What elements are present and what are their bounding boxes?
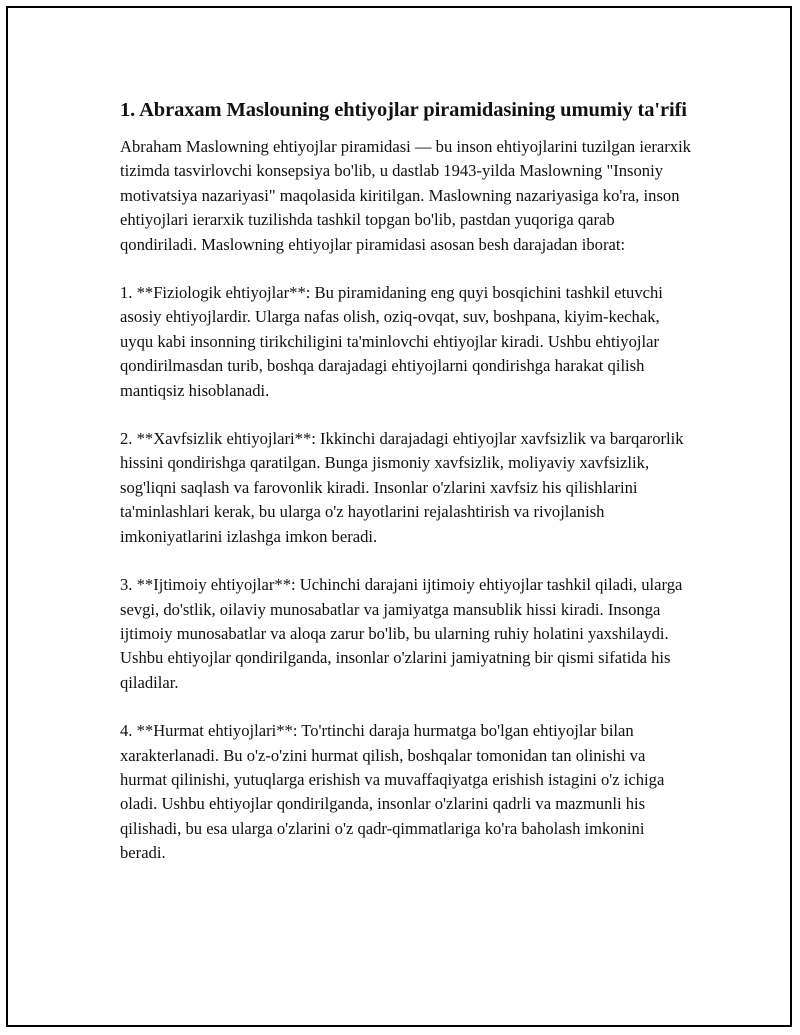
safety-needs-paragraph: 2. **Xavfsizlik ehtiyojlari**: Ikkinchi darajadagi ehtiyojlar xavfsizlik va barqarorlik hissini qondirishga qaratilgan. Bunga jismoniy xavfsizlik, moliyaviy xavfsizlik, sog'liqni saqlash va farovonlik kiradi. Insonlar o'zlarini xavfsiz his qilishlarini ta'minlashlari kerak, bu ularga o'z hayotlarini rejalashtirish va rivojlanish imkoniyatlarini izlashga imkon beradi.: [120, 429, 684, 546]
esteem-needs-paragraph: 4. **Hurmat ehtiyojlari**: To'rtinchi daraja hurmatga bo'lgan ehtiyojlar bilan xarakterlanadi. Bu o'z-o'zini hurmat qilish, boshqalar tomonidan tan olinishi va hurmat qilinishi, yutuqlarga erishish va muvaffaqiyatga erishish istagini o'z ichiga oladi. Ushbu ehtiyojlar qondirilganda, insonlar o'zlarini qadrli va mazmunli his qilishadi, bu esa ularga o'zlarini o'z qadr-qimmatlariga ko'ra baholash imkonini beradi.: [120, 721, 665, 863]
physiological-needs-paragraph: 1. **Fiziologik ehtiyojlar**: Bu piramidaning eng quyi bosqichini tashkil etuvchi asosiy ehtiyojlardir. Ularga nafas olish, oziq-ovqat, suv, boshpana, kiyim-kechak, uyqu kabi insonning tirikchiligini ta'minlovchi ehtiyojlar kiradi. Ushbu ehtiyojlar qondirilmasdan turib, boshqa darajadagi ehtiyojlarni qondirishga harakat qilish mantiqsiz hisoblanadi.: [120, 283, 663, 400]
social-needs-paragraph: 3. **Ijtimoiy ehtiyojlar**: Uchinchi darajani ijtimoiy ehtiyojlar tashkil qiladi, ularga sevgi, do'stlik, oilaviy munosabatlar va jamiyatga mansublik hissi kiradi. Insonga ijtimoiy munosabatlar va aloqa zarur bo'lib, bu ularning ruhiy holatini yaxshilaydi. Ushbu ehtiyojlar qondirilganda, insonlar o'zlarini jamiyatning bir qismi sifatida his qiladilar.: [120, 575, 683, 692]
document-page: [6, 6, 792, 1027]
document-body: [120, 96, 692, 890]
intro-paragraph: Abraham Maslowning ehtiyojlar piramidasi — bu inson ehtiyojlarini tuzilgan ierarxik tizimda tasvirlovchi konsepsiya bo'lib, u dastlab 1943-yilda Maslowning "Insoniy motivatsiya nazariyasi" maqolasida kiritilgan. Maslowning nazariyasiga ko'ra, inson ehtiyojlari ierarxik tuzilishda tashkil topgan bo'lib, pastdan yuqoriga qarab qondiriladi. Maslowning ehtiyojlar piramidasi asosan besh darajadan iborat:: [120, 137, 691, 254]
section-heading: 1. Abraxam Maslouning ehtiyojlar piramidasining umumiy ta'rifi: [120, 99, 687, 121]
